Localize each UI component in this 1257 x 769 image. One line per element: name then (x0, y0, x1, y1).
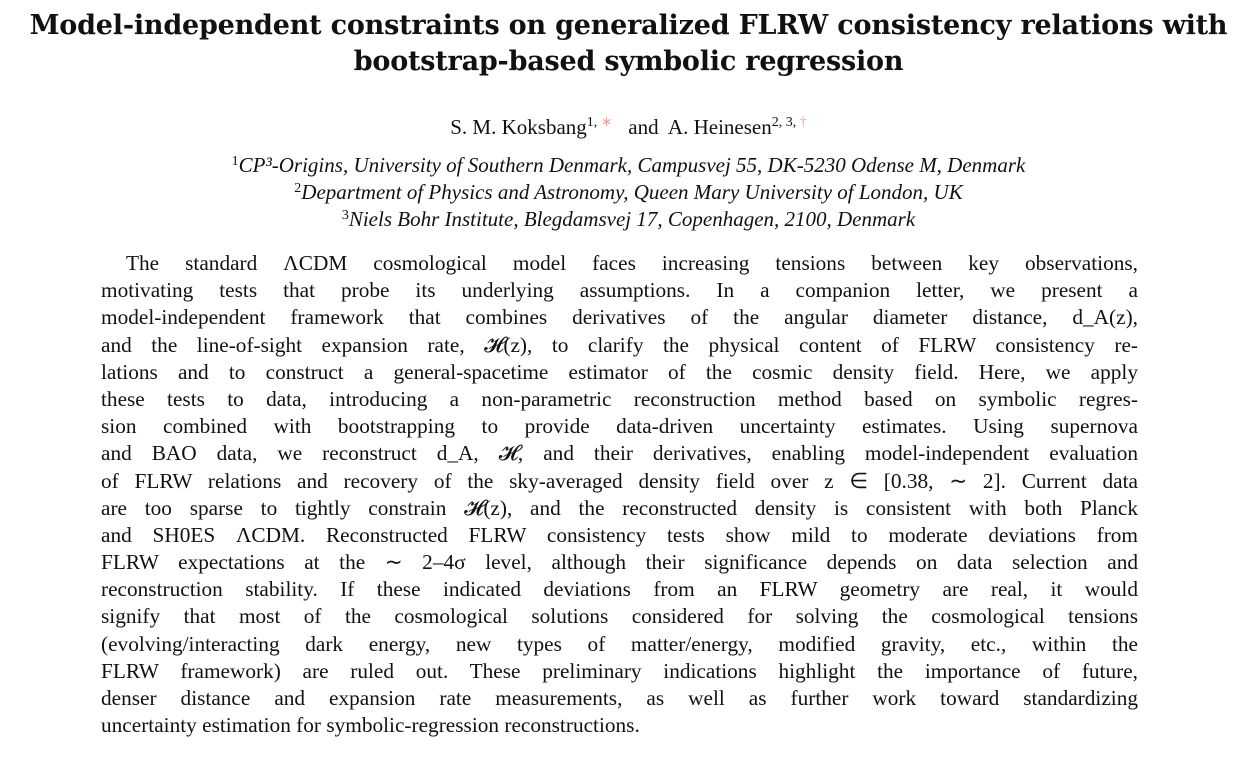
affiliation-list (0, 152, 1257, 233)
author-list (0, 112, 1257, 142)
abstract-line: denser distance and expansion rate measurements, as well as further work toward standardizing (101, 686, 1138, 710)
abstract-line: model-independent framework that combines derivatives of the angular diameter distance, d_A(z), (101, 305, 1138, 330)
abstract-line: reconstruction stability. If these indicated deviations from an FLRW geometry are real, it would (101, 577, 1138, 602)
abstract-line: lations and to construct a general-spacetime estimator of the cosmic density field. Here, we apply (101, 359, 1138, 384)
abstract-line: (evolving/interacting dark energy, new types of matter/energy, modified gravity, etc., within the (101, 631, 1138, 656)
affiliation-item: $^3$Niels Bohr Institute, Blegdamsvej 17, Copenhagen, 2100, Denmark (341, 207, 916, 231)
affiliation-item: $^2$Department of Physics and Astronomy, Queen Mary University of London, UK (294, 180, 963, 204)
abstract-line: signify that most of the cosmological solutions considered for solving the cosmological tensions (101, 604, 1138, 629)
affiliation-item: $^1$CP³-Origins, University of Southern Denmark, Campusvej 55, DK-5230 Odense M, Denmark (231, 153, 1026, 177)
footnote-mark-link[interactable]: ∗ (600, 115, 613, 130)
author-name: S. M. Koksbang (450, 115, 587, 139)
footnote-mark-link[interactable]: † (799, 115, 807, 130)
author-affil-sup: 2, 3, † (771, 115, 807, 130)
abstract-line: FLRW expectations at the ∼ 2–4σ level, although their significance depends on data selection and (101, 550, 1138, 575)
abstract-line: and the line-of-sight expansion rate, 𝓗(z), to clarify the physical content of FLRW consistency re- (101, 332, 1138, 357)
abstract-line: uncertainty estimation for symbolic-regression reconstructions. (101, 713, 640, 738)
abstract-line: FLRW framework) are ruled out. These preliminary indications highlight the importance of future, (101, 658, 1138, 683)
paper-title (0, 8, 1257, 80)
title-line-2: bootstrap-based symbolic regression (353, 46, 904, 77)
abstract-line: sion combined with bootstrapping to provide data-driven uncertainty estimates. Using supernova (101, 414, 1138, 439)
abstract-line: of FLRW relations and recovery of the sky-averaged density field over z ∈ [0.38, ∼ 2]. Current data (101, 468, 1138, 493)
title-line-1: Model-independent constraints on generalized FLRW consistency relations with (29, 10, 1228, 41)
author-affil-sup: 1, ∗ (586, 115, 613, 130)
abstract-line: these tests to data, introducing a non-parametric reconstruction method based on symbolic regres- (101, 386, 1138, 411)
abstract-line: The standard ΛCDM cosmological model faces increasing tensions between key observations, (126, 251, 1138, 275)
abstract (101, 250, 1138, 739)
author-name: A. Heinesen (667, 115, 772, 139)
abstract-line: motivating tests that probe its underlying assumptions. In a companion letter, we present a (101, 278, 1138, 303)
author-conjunction: and (628, 115, 659, 139)
abstract-line: and SH0ES ΛCDM. Reconstructed FLRW consistency tests show mild to moderate deviations from (101, 522, 1138, 547)
abstract-line: and BAO data, we reconstruct d_A, 𝓗, and their derivatives, enabling model-independent evaluation (101, 441, 1138, 466)
abstract-line: are too sparse to tightly constrain 𝓗(z), and the reconstructed density is consistent with both Planck (101, 495, 1138, 520)
